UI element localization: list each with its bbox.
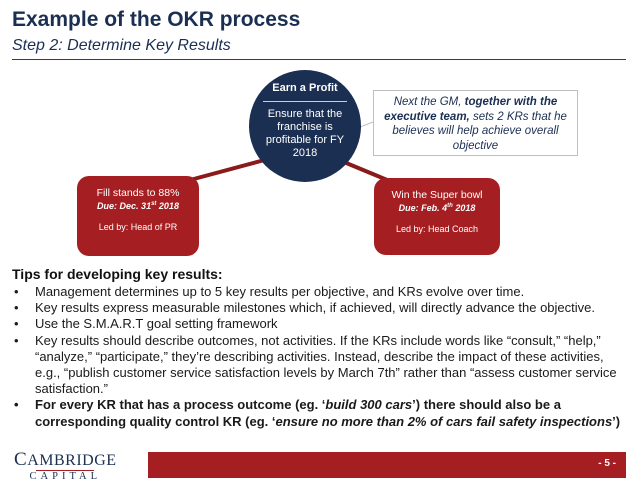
objective-text: Ensure that the franchise is profitable for FY 2018 bbox=[265, 108, 345, 159]
tip-item: • Key results express measurable milestones which, if achieved, will directly advance the objective. bbox=[12, 300, 630, 316]
footer-bar bbox=[148, 452, 626, 478]
cambridge-capital-logo: CAMBRIDGE CAPITAL bbox=[14, 449, 117, 482]
gm-callout bbox=[373, 90, 578, 156]
tips-list bbox=[12, 284, 630, 430]
kr-owner: Led by: Head Coach bbox=[395, 224, 479, 234]
tip-item: • Management determines up to 5 key results per objective, and KRs evolve over time. bbox=[12, 284, 630, 300]
tip-item-quality-control: • For every KR that has a process outcome (eg. ‘build 300 cars’) there should also be a corresponding quality control KR (eg. ‘ensure no more than 2% of cars fail safety inspections’) bbox=[12, 397, 630, 429]
tips-heading: Tips for developing key results: bbox=[12, 266, 223, 282]
page-number: - 5 - bbox=[598, 458, 616, 469]
objective-divider bbox=[263, 101, 347, 102]
callout-text-2: sets 2 KRs that he believes will help achieve overall objective bbox=[392, 110, 567, 152]
kr-owner: Led by: Head of PR bbox=[98, 222, 178, 232]
kr-name: Win the Super bowl bbox=[391, 189, 483, 201]
callout-text-bold: together with the executive team, bbox=[384, 96, 558, 123]
objective-heading: Earn a Profit bbox=[272, 82, 338, 94]
tip-item: • Use the S.M.A.R.T goal setting framework bbox=[12, 316, 630, 332]
connector-left bbox=[190, 158, 272, 180]
kr-due-date: Due: Dec. 31st 2018 bbox=[97, 201, 179, 211]
key-result-card-stands bbox=[77, 176, 199, 256]
callout-text-1: Next the GM, bbox=[393, 96, 465, 108]
tip-item: • Key results should describe outcomes, not activities. If the KRs include words like “consult,” “help,” “analyze,” “participate,” they’re describing activities. Instead, describe the impact of these activities, e.g., “publish customer service satisfaction levels by March 7th” rather than “assess customer service satisfaction.” bbox=[12, 333, 630, 398]
page-subtitle: Step 2: Determine Key Results bbox=[12, 37, 231, 54]
key-result-card-superbowl bbox=[374, 178, 500, 255]
page-title: Example of the OKR process bbox=[12, 8, 301, 31]
kr-name: Fill stands to 88% bbox=[96, 187, 180, 199]
kr-due-date: Due: Feb. 4th 2018 bbox=[398, 203, 476, 213]
objective-circle bbox=[249, 70, 361, 182]
